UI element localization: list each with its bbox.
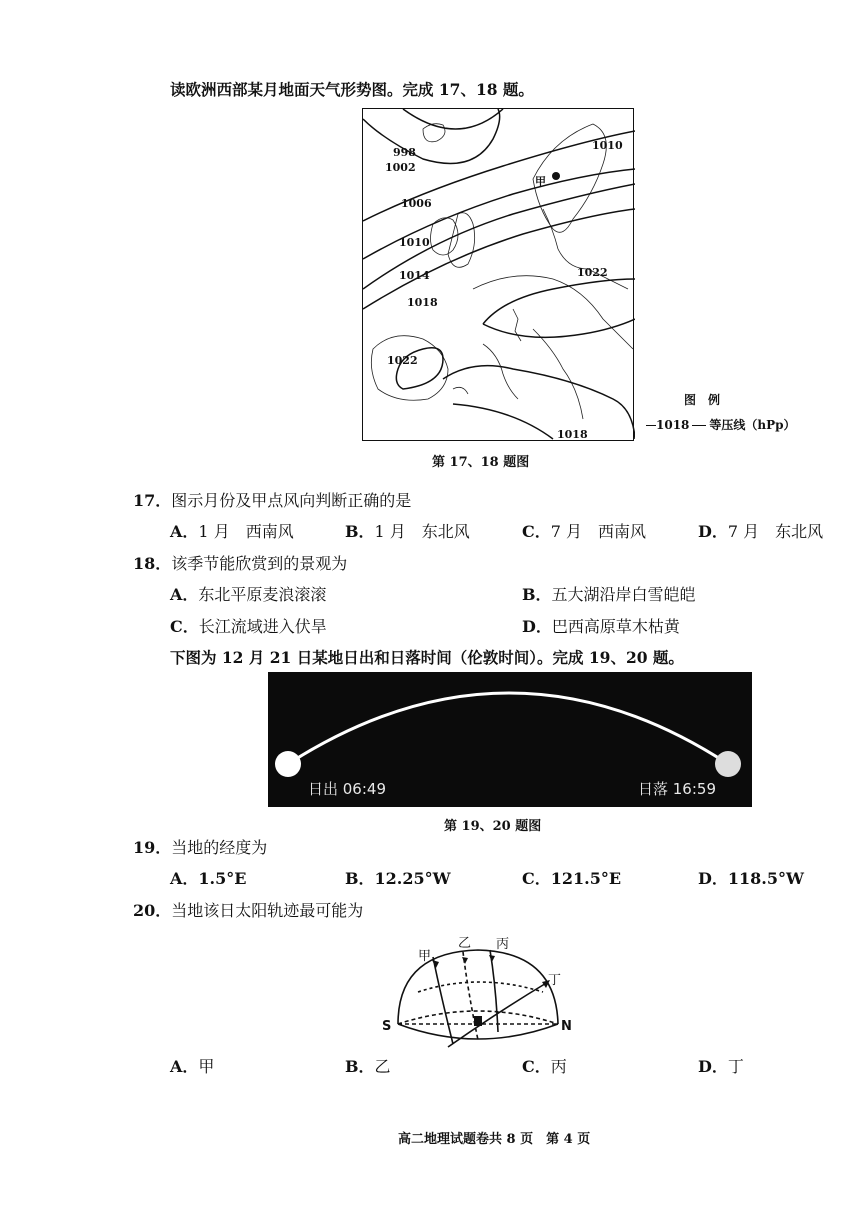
isobar-label-998: 998 <box>393 146 416 159</box>
q20-option-b-letter: B． <box>345 1057 375 1076</box>
q19-option-b-letter: B． <box>345 869 375 888</box>
path-bing <box>490 950 498 1032</box>
isobar-label-1002: 1002 <box>385 161 416 174</box>
question-20 <box>133 898 363 921</box>
q19-option-c-text: 121.5°E <box>550 869 622 888</box>
question-19-text: 当地的经度为 <box>171 838 268 857</box>
q17-option-b[interactable] <box>345 519 470 542</box>
q19-option-c[interactable] <box>522 866 621 889</box>
q20-option-b[interactable] <box>345 1054 391 1077</box>
q17-option-a[interactable] <box>170 519 294 542</box>
q18-option-b[interactable] <box>522 582 696 605</box>
q18-option-c[interactable] <box>170 614 327 637</box>
isobar-label-1022-west: 1022 <box>387 354 418 367</box>
legend-row <box>646 416 796 433</box>
q17-option-b-letter: B． <box>345 522 375 541</box>
jia-arrow-icon <box>432 960 439 968</box>
isobar-map-svg <box>363 109 635 442</box>
question-17 <box>133 488 411 511</box>
sun-time-figure <box>268 672 752 807</box>
q17-option-d-letter: D． <box>698 522 728 541</box>
question-18-text: 该季节能欣赏到的景观为 <box>171 554 348 573</box>
q17-option-c-letter: C． <box>522 522 551 541</box>
q19-option-c-letter: C． <box>522 869 551 888</box>
q17-option-a-text: 1 月 西南风 <box>198 522 294 541</box>
sunrise-label: 日出 06:49 <box>308 780 386 798</box>
q18-option-b-letter: B． <box>522 585 552 604</box>
weather-map <box>362 108 634 441</box>
q20-option-a[interactable] <box>170 1054 214 1077</box>
label-s: S <box>382 1019 392 1034</box>
q18-option-c-letter: C． <box>170 617 199 636</box>
isobar-label-1018-south: 1018 <box>557 428 588 441</box>
q17-option-d[interactable] <box>698 519 823 542</box>
point-jia-label: 甲 <box>535 175 546 188</box>
question-18-number: 18． <box>133 554 172 573</box>
q20-option-d-text: 丁 <box>727 1057 744 1076</box>
q19-option-b-text: 12.25°W <box>374 869 451 888</box>
point-jia-dot <box>552 172 560 180</box>
intro-17-18: 读欧洲西部某月地面天气形势图。完成 17、18 题。 <box>170 80 534 99</box>
q17-option-b-text: 1 月 东北风 <box>374 522 470 541</box>
q18-option-c-text: 长江流域进入伏旱 <box>198 617 327 636</box>
path-yi <box>463 952 478 1040</box>
sun-path-diagram <box>378 932 578 1052</box>
q19-option-a-text: 1.5°E <box>198 869 247 888</box>
q20-option-a-letter: A． <box>170 1057 199 1076</box>
q19-option-d-text: 118.5°W <box>727 869 804 888</box>
question-20-number: 20． <box>133 901 172 920</box>
caption-19-20: 第 19、20 题图 <box>444 819 542 834</box>
sunrise-sun-icon <box>275 751 301 777</box>
page-footer: 高二地理试题卷共 8 页 第 4 页 <box>398 1132 591 1147</box>
legend-line-right <box>692 425 706 426</box>
sun-arc <box>288 693 728 764</box>
isobar-label-1022-east: 1022 <box>577 266 608 279</box>
sun-path-svg <box>378 932 578 1052</box>
label-jia: 甲 <box>418 949 432 964</box>
q19-option-a-letter: A． <box>170 869 199 888</box>
legend-line-left <box>646 425 656 426</box>
q18-option-a-letter: A． <box>170 585 199 604</box>
q18-option-b-text: 五大湖沿岸白雪皑皑 <box>551 585 696 604</box>
q17-option-c-text: 7 月 西南风 <box>550 522 647 541</box>
legend-title: 图 例 <box>684 393 721 407</box>
intro-19-20: 下图为 12 月 21 日某地日出和日落时间（伦敦时间）。完成 19、20 题。 <box>170 648 684 667</box>
observer-icon <box>474 1016 482 1026</box>
yi-arrow-icon <box>462 957 468 964</box>
q17-option-d-text: 7 月 东北风 <box>727 522 824 541</box>
q20-option-c[interactable] <box>522 1054 567 1077</box>
q18-option-d-text: 巴西高原草木枯黄 <box>551 617 680 636</box>
path-ding <box>448 982 548 1047</box>
isobar-label-1014: 1014 <box>399 269 430 282</box>
question-17-number: 17． <box>133 491 172 510</box>
sunset-label: 日落 16:59 <box>638 780 716 798</box>
caption-17-18: 第 17、18 题图 <box>432 455 530 470</box>
sunset-sun-icon <box>715 751 741 777</box>
q19-option-d-letter: D． <box>698 869 728 888</box>
q17-option-c[interactable] <box>522 519 646 542</box>
q19-option-d[interactable] <box>698 866 804 889</box>
q20-option-b-text: 乙 <box>374 1057 391 1076</box>
latitude-dashed <box>418 982 543 992</box>
isobar-label-1010: 1010 <box>399 236 430 249</box>
q20-option-a-text: 甲 <box>198 1057 215 1076</box>
q20-option-d-letter: D． <box>698 1057 728 1076</box>
isobar-label-1006: 1006 <box>401 197 432 210</box>
q20-option-d[interactable] <box>698 1054 744 1077</box>
path-jia <box>433 957 453 1044</box>
label-bing: 丙 <box>496 937 510 952</box>
q19-option-b[interactable] <box>345 866 451 889</box>
label-ding: 丁 <box>548 973 562 988</box>
q18-option-d-letter: D． <box>522 617 552 636</box>
bing-arrow-icon <box>489 955 495 962</box>
legend-value: 1018 <box>656 418 690 432</box>
q19-option-a[interactable] <box>170 866 246 889</box>
label-yi: 乙 <box>458 936 472 951</box>
label-n: N <box>561 1019 572 1034</box>
q20-option-c-letter: C． <box>522 1057 551 1076</box>
q17-option-a-letter: A． <box>170 522 199 541</box>
isobar-label-1010-ne: 1010 <box>592 139 623 152</box>
question-19-number: 19． <box>133 838 172 857</box>
isobar-label-1018: 1018 <box>407 296 438 309</box>
question-19 <box>133 835 267 858</box>
q18-option-a[interactable] <box>170 582 326 605</box>
question-17-text: 图示月份及甲点风向判断正确的是 <box>171 491 412 510</box>
q18-option-a-text: 东北平原麦浪滚滚 <box>198 585 327 604</box>
question-20-text: 当地该日太阳轨迹最可能为 <box>171 901 364 920</box>
legend-text: 等压线（hPp） <box>709 418 796 432</box>
q20-option-c-text: 丙 <box>550 1057 567 1076</box>
question-18 <box>133 551 347 574</box>
q18-option-d[interactable] <box>522 614 680 637</box>
